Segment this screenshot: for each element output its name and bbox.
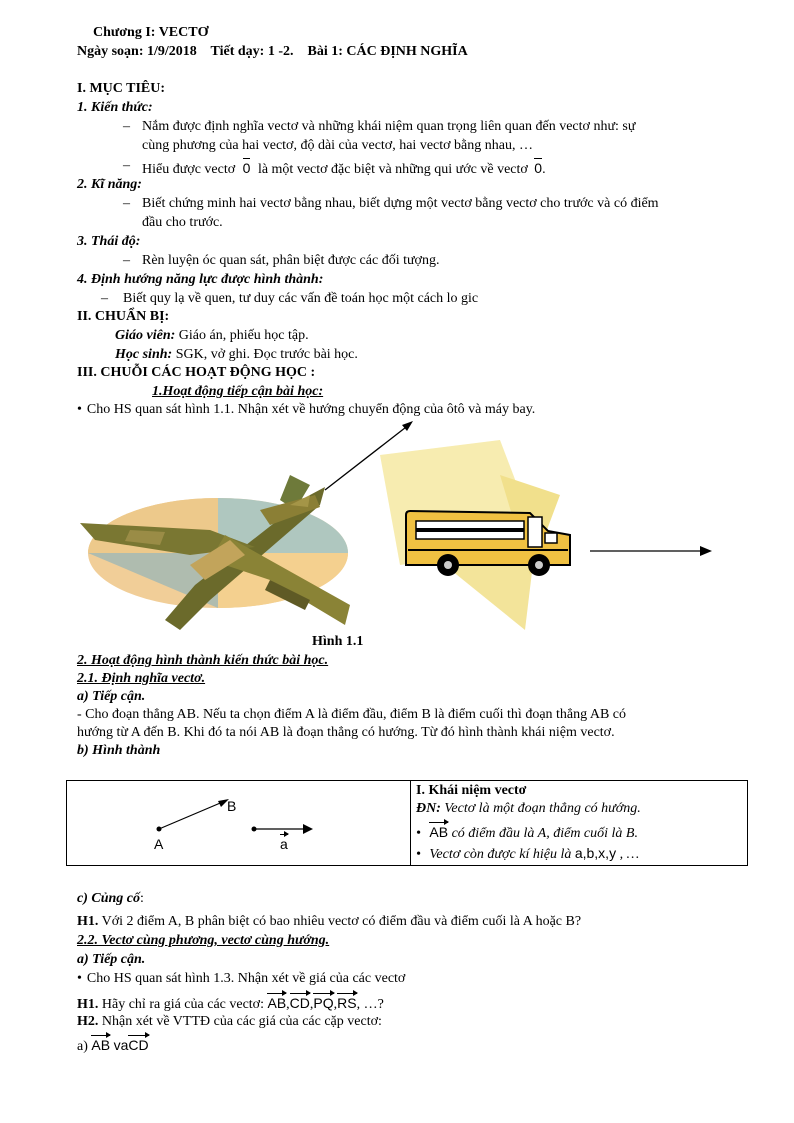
- lesson-info-line: Ngày soạn: 1/9/2018 Tiết dạy: 1 -2. Bài 1: CÁC ĐỊNH NGHĨA: [77, 44, 468, 59]
- skills-item-1-line1: Biết chứng minh hai vectơ bằng nhau, biết dựng một vectơ bằng vectơ cho trước và có điểm: [142, 196, 659, 211]
- q1-label: H1.: [77, 997, 99, 1012]
- k2-middle: là một vectơ đặc biệt và những qui ước về vectơ: [257, 162, 528, 177]
- notation-tail: , …: [619, 847, 640, 862]
- knowledge-item-1-line1: Nắm được định nghĩa vectơ và những khái niệm quan trọng liên quan đến vectơ như: sự: [142, 119, 636, 134]
- competency-item-1: Biết quy lạ về quen, tư duy các vấn đề toán học một cách lo gic: [123, 291, 479, 306]
- h1-label: H1.: [77, 914, 99, 929]
- question-h1: [77, 913, 581, 931]
- airplane-illustration: [80, 475, 350, 630]
- dash-marker: –: [123, 158, 130, 173]
- dn-label: ĐN:: [416, 801, 441, 816]
- dash-marker: –: [101, 291, 108, 306]
- consolidation-title-line: [77, 890, 144, 908]
- approach-text-line1: - Cho đoạn thẳng AB. Nếu ta chọn điểm A là điểm đầu, điểm B là điểm cuối thì đoạn thẳng AB có: [77, 707, 627, 722]
- vector-cd: CD: [290, 992, 310, 1012]
- k2-before: Hiểu được vectơ: [142, 162, 236, 177]
- dn-text: Vectơ là một đoạn thẳng có hướng.: [444, 801, 641, 816]
- teacher-label: Giáo viên:: [115, 328, 176, 343]
- vector-rs: RS: [337, 992, 356, 1012]
- knowledge-title: 1. Kiến thức:: [77, 100, 153, 115]
- vector-diagram: [147, 791, 327, 856]
- activity-1-title: 1.Hoạt động tiếp cận bài học:: [152, 384, 324, 399]
- dash-marker: –: [123, 119, 130, 134]
- dash-marker: –: [123, 196, 130, 211]
- question-q1: H1. Hãy chỉ ra giá của các vectơ: AB,CD,PQ,RS, …?: [77, 992, 384, 1014]
- attitude-title: 3. Thái độ:: [77, 234, 141, 249]
- h1-text: Với 2 điểm A, B phân biệt có bao nhiêu vectơ có điểm đầu và điểm cuối là A hoặc B?: [101, 914, 582, 929]
- question-q2-a: [77, 1034, 149, 1056]
- formation-title: b) Hình thành: [77, 743, 161, 758]
- qa-vector-ab: AB: [91, 1034, 110, 1054]
- knowledge-item-1-line2: cùng phương của hai vectơ, độ dài của vectơ, hai vectơ bằng nhau, …: [142, 138, 533, 153]
- section-preparation-title: II. CHUẨN BỊ:: [77, 309, 170, 324]
- qa-conjunction: va: [113, 1037, 129, 1053]
- approach-text-line2: hướng từ A đến B. Khi đó ta nói AB là đoạn thẳng có hướng. Từ đó hình thành khái niệm vectơ.: [77, 725, 615, 740]
- notation-text: Vectơ còn được kí hiệu là: [429, 847, 572, 862]
- ab-vector-line: [416, 821, 638, 843]
- concept-title: I. Khái niệm vectơ: [416, 783, 527, 798]
- ab-vector-text: có điểm đầu là A, điểm cuối là B.: [451, 826, 638, 841]
- qa-vector-cd: CD: [128, 1034, 148, 1054]
- k2-end: .: [542, 162, 546, 177]
- section-2-2-title: 2.2. Vectơ cùng phương, vectơ cùng hướng.: [77, 933, 330, 948]
- q1-tail: , …?: [356, 997, 384, 1012]
- notation-line: [416, 844, 639, 864]
- consolidation-colon: :: [140, 891, 144, 906]
- section-objectives-title: I. MỤC TIÊU:: [77, 81, 166, 96]
- qa-prefix: a): [77, 1039, 88, 1054]
- student-label: Học sinh:: [115, 347, 173, 362]
- observe-figure-1-3: • Cho HS quan sát hình 1.3. Nhận xét về giá của các vectơ: [77, 970, 405, 988]
- dash-marker: –: [123, 253, 130, 268]
- skills-title: 2. Kĩ năng:: [77, 177, 142, 192]
- student-line: [115, 346, 358, 364]
- activity-2-title: 2. Hoạt động hình thành kiến thức bài học.: [77, 653, 329, 668]
- chapter-heading: Chương I: VECTƠ: [93, 25, 209, 40]
- figure-caption: Hình 1.1: [312, 634, 364, 649]
- vector-definition-title: 2.1. Định nghĩa vectơ.: [77, 671, 206, 686]
- competency-title: 4. Định hướng năng lực được hình thành:: [77, 272, 324, 287]
- student-text: SGK, vở ghi. Đọc trước bài học.: [175, 347, 358, 362]
- vector-a-symbol: a: [280, 833, 288, 853]
- definition-table: [66, 780, 748, 866]
- skills-item-1-line2: đầu cho trước.: [142, 215, 223, 230]
- bus-arrow-head: [700, 546, 712, 556]
- q2-label: H2.: [77, 1014, 99, 1029]
- approach-title: a) Tiếp cận.: [77, 689, 146, 704]
- q1-text: Hãy chỉ ra giá của các vectơ:: [101, 997, 264, 1012]
- attitude-item-1: Rèn luyện óc quan sát, phân biệt được các đối tượng.: [142, 253, 440, 268]
- zero-vector-symbol: 0: [534, 157, 542, 177]
- teacher-line: [115, 327, 309, 345]
- table-divider: [410, 781, 411, 865]
- teacher-text: Giáo án, phiếu học tập.: [178, 328, 309, 343]
- figure-1-1: [70, 415, 730, 640]
- zero-vector-symbol: 0: [243, 157, 251, 177]
- ab-vector-symbol: AB: [429, 821, 448, 841]
- consolidation-title: c) Củng cố: [77, 891, 140, 906]
- vector-a-label: [280, 833, 288, 855]
- point-a-label: A: [154, 836, 164, 852]
- vector-ab: AB: [267, 992, 286, 1012]
- notation-symbols: a,b,x,y: [574, 845, 617, 861]
- definition-line: [416, 800, 641, 818]
- q2-text: Nhận xét về VTTĐ của các giá của các cặp vectơ:: [101, 1014, 382, 1029]
- knowledge-item-2: [142, 157, 546, 179]
- observe-figure-instruction: • Cho HS quan sát hình 1.1. Nhận xét về hướng chuyển động của ôtô và máy bay.: [77, 401, 535, 419]
- point-b-label: B: [227, 798, 237, 814]
- question-q2: [77, 1013, 382, 1031]
- section-activities-title: III. CHUỖI CÁC HOẠT ĐỘNG HỌC :: [77, 365, 316, 380]
- bus-illustration: [380, 440, 570, 630]
- approach-title-2: a) Tiếp cận.: [77, 952, 146, 967]
- vector-pq: PQ: [313, 992, 333, 1012]
